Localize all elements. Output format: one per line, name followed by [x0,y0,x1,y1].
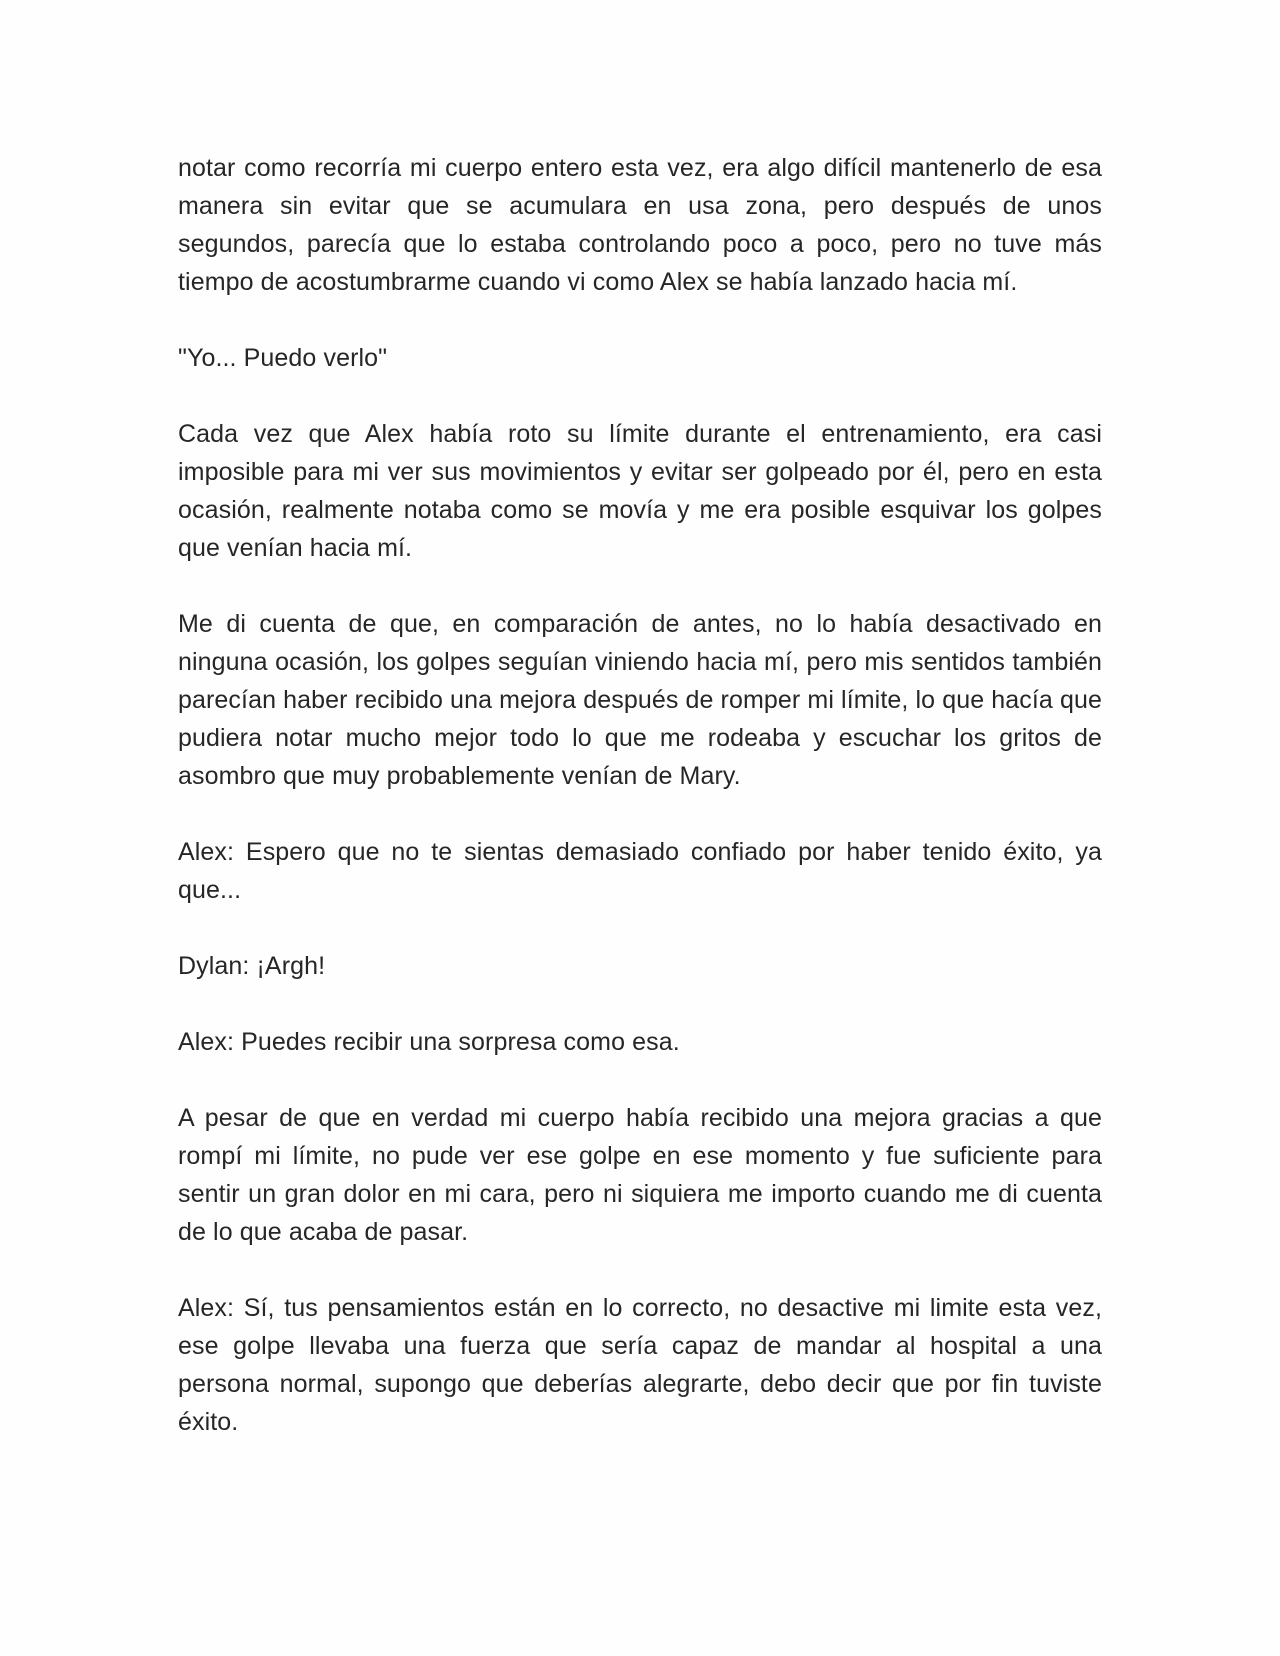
paragraph-1: notar como recorría mi cuerpo entero esta vez, era algo difícil mantenerlo de esa manera sin evitar que se acumulara en usa zona, pero después de unos segundos, parecía que lo estaba controlando poco a poco, pero no tuve más tiempo de acostumbrarme cuando vi como Alex se había lanzado hacia mí. [178,154,1102,296]
paragraph-7: Alex: Puedes recibir una sorpresa como esa. [178,1028,680,1056]
paragraph-3: Cada vez que Alex había roto su límite durante el entrenamiento, era casi imposible para mi ver sus movimientos y evitar ser golpeado por él, pero en esta ocasión, realmente notaba como se movía y me era posible esquivar los golpes que venían hacia mí. [178,420,1102,562]
document-body [178,149,1102,1479]
paragraph-4: Me di cuenta de que, en comparación de antes, no lo había desactivado en ninguna ocasión, los golpes seguían viniendo hacia mí, pero mis sentidos también parecían haber recibido una mejora después de romper mi límite, lo que hacía que pudiera notar mucho mejor todo lo que me rodeaba y escuchar los gritos de asombro que muy probablemente venían de Mary. [178,610,1102,790]
paragraph-2: "Yo... Puedo verlo" [178,344,388,372]
paragraph-9: Alex: Sí, tus pensamientos están en lo correcto, no desactive mi limite esta vez, ese golpe llevaba una fuerza que sería capaz de mandar al hospital a una persona normal, supongo que deberías alegrarte, debo decir que por fin tuviste éxito. [178,1294,1102,1436]
paragraph-5: Alex: Espero que no te sientas demasiado confiado por haber tenido éxito, ya que... [178,838,1102,904]
paragraph-6: Dylan: ¡Argh! [178,952,326,980]
paragraph-8: A pesar de que en verdad mi cuerpo había recibido una mejora gracias a que rompí mi límite, no pude ver ese golpe en ese momento y fue suficiente para sentir un gran dolor en mi cara, pero ni siquiera me importo cuando me di cuenta de lo que acaba de pasar. [178,1104,1102,1246]
